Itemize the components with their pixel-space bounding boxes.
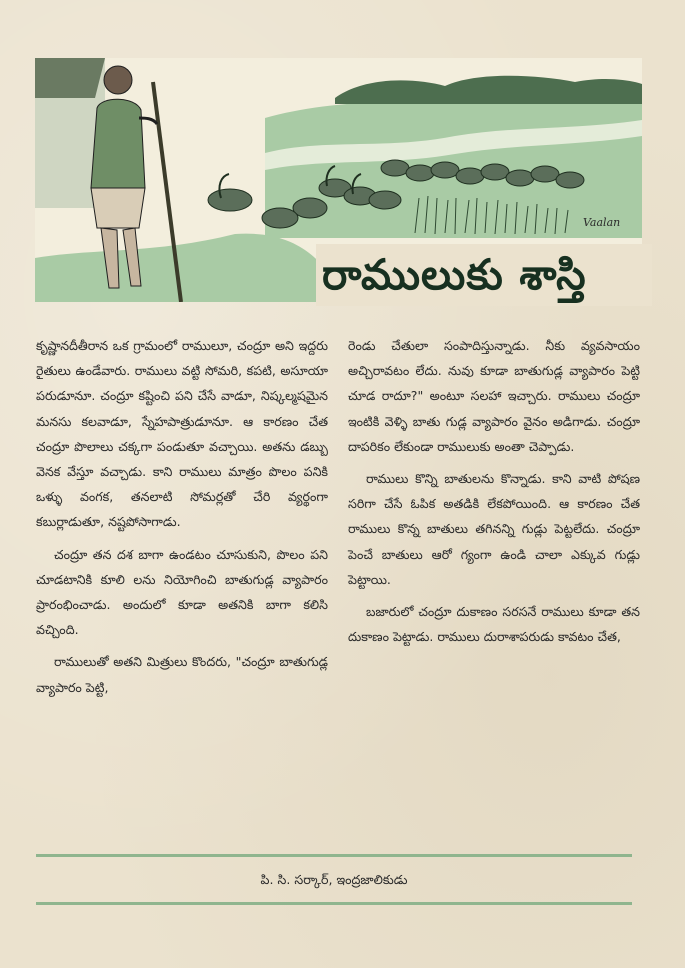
left-paragraph-2: చంద్రూ తన దశ బాగా ఉండటం చూసుకుని, పొలం పని చూడటానికి కూలి లను నియోగించి బాతుగుడ్ల వ్యాపారం ప్రారంభించాడు. అందులో కూడా అతనికి బాగా కలిసి వచ్చింది. — [36, 546, 328, 638]
left-paragraph-1: కృష్ణానదీతీరాన ఒక గ్రామంలో రాములూ, చంద్రూ అని ఇద్దరు రైతులు ఉండేవారు. రాములు వట్టి సోమరి, కపటి, అసూయా పరుడూనూ. చంద్రూ కష్టించి పని చేసే వాడూ, నిష్కల్మషమైన మనసు కలవాడూ, స్నేహపాత్రుడూనూ. ఆ కారణం చేత చంద్రూ పొలాలు చక్కగా పండుతూ వచ్చాయి. అతను డబ్బు వెనక వేస్తూ వచ్చాడు. కాని రాములు మాత్రం పొలం పనికి ఒళ్ళు వంగక, తనలాటి సోమర్లతో చేరి వ్యర్థంగా కబుర్లాడుతూ, నష్టపోసాగాడు. — [36, 338, 328, 530]
right-text-column — [348, 333, 640, 656]
footer-rule-bottom — [36, 902, 632, 905]
right-paragraph-3: బజారులో చంద్రూ దుకాణం సరసనే రాములు కూడా తన దుకాణం పెట్టాడు. రాములు దురాశాపరుడు కావటం చేత, — [348, 604, 640, 645]
right-paragraph-2: రాములు కొన్ని బాతులను కొన్నాడు. కాని వాటి పోషణ సరిగా చేసే ఓపిక అతడికి లేకపోయింది. ఆ కారణం చేత రాములు కొన్న బాతులు తగినన్ని గుడ్లు పెట్టలేదు. చంద్రూ పెంచే బాతులు ఆరో గ్యంగా ఉండి చాలా ఎక్కువ గుడ్లు పెట్టాయి. — [348, 471, 640, 587]
right-paragraph-1: రెండు చేతులా సంపాదిస్తున్నాడు. నీకు వ్యవసాయం అచ్చిరావటం లేదు. నువు కూడా బాతుగుడ్ల వ్యాపారం పెట్టి చూడ రాదూ?" అంటూ సలహా ఇచ్చారు. రాములు చంద్రూ ఇంటికి వెళ్ళి బాతు గుడ్ల వ్యాపారం వైనం అడిగాడు. చంద్రూ దాపరికం లేకుండా రాములుకు అంతా చెప్పాడు. — [348, 338, 640, 454]
left-paragraph-3: రాములుతో అతని మిత్రులు కొందరు, "చంద్రూ బాతుగుడ్ల వ్యాపారం పెట్టి, — [36, 654, 328, 695]
footer-rule-top — [36, 854, 632, 857]
footer-advert: పి. సి. సర్కార్, ఇంద్రజాలికుడు — [260, 872, 408, 887]
story-title: రాములుకు శాస్తి — [316, 244, 652, 306]
left-text-column — [36, 333, 328, 707]
artist-signature: Vaalan — [583, 216, 621, 229]
